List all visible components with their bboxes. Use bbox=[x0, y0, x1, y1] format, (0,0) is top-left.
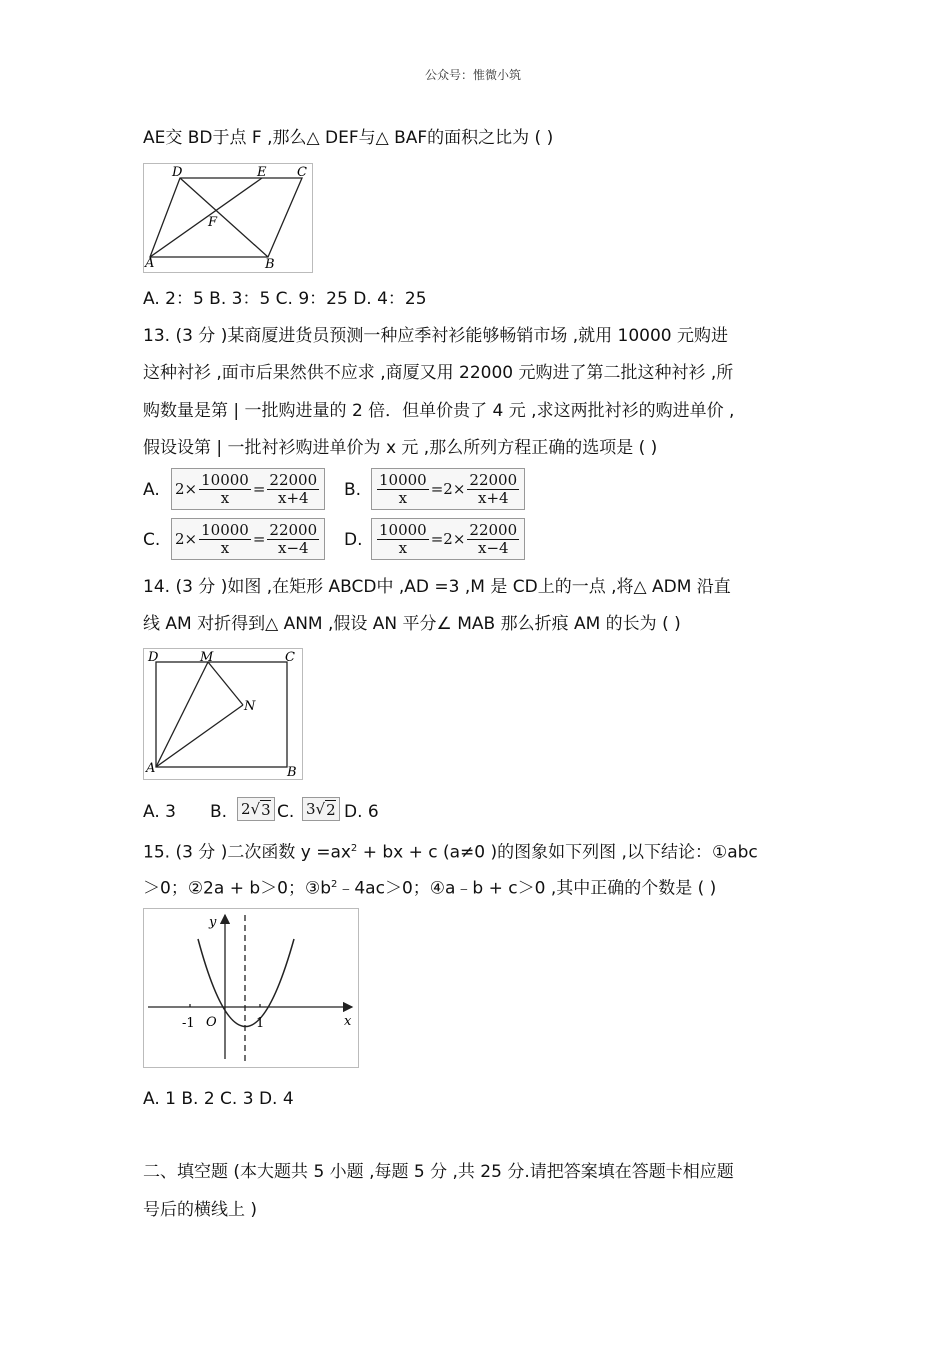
q12-stem: AE交 BD于点 F ,那么△ DEF与△ BAF的面积之比为 ( ) bbox=[143, 128, 554, 148]
q14-option-c-radical: 3 √ 2 bbox=[302, 797, 340, 821]
label-minus-one: -1 bbox=[182, 1016, 195, 1031]
q15-line-1: 15. (3 分 )二次函数 $y =ax^2$ + bx + c (a≠0 )的图象如下列图 ,以下结论：①abc bbox=[143, 842, 758, 863]
q12-options: A. 2：5 B. 3：5 C. 9：25 D. 4：25 bbox=[143, 289, 427, 309]
parabola bbox=[198, 939, 294, 1027]
label-m: M bbox=[200, 650, 214, 665]
q13-line-4: 假设设第 | 一批衬衫购进单价为 x 元 ,那么所列方程正确的选项是 ( ) bbox=[143, 438, 658, 458]
q13-option-d-label: D. bbox=[344, 530, 363, 550]
page-header: 公众号：惟微小筑 bbox=[425, 68, 522, 82]
label-a: A bbox=[145, 256, 155, 271]
q14-rectangle-figure bbox=[143, 648, 303, 780]
q13-option-c-label: C. bbox=[143, 530, 161, 550]
q14-option-b-label: B. bbox=[210, 802, 228, 822]
segment-am bbox=[156, 662, 208, 767]
q13-option-a-equation: 2 × $\frac{10000}{x}$ = $\frac{22000}{x+4}$ bbox=[171, 468, 325, 510]
segment-mn bbox=[208, 662, 243, 705]
label-e: E bbox=[257, 165, 267, 180]
q15-options: A. 1 B. 2 C. 3 D. 4 bbox=[143, 1089, 294, 1109]
label-d: D bbox=[148, 650, 159, 665]
q13-option-d-equation: $\frac{10000}{x}$ =2 × $\frac{22000}{x-4}$ bbox=[371, 518, 525, 560]
segment-an bbox=[156, 705, 243, 767]
parallelogram-abcd bbox=[150, 178, 302, 257]
q13-line-3: 购数量是第 | 一批购进量的 2 倍．但单价贵了 4 元 ,求这两批衬衫的购进单价 , bbox=[143, 401, 735, 421]
q14-option-b-radical: 2 √ 3 bbox=[237, 797, 275, 821]
label-o: O bbox=[206, 1015, 217, 1030]
q14-line-1: 14. (3 分 )如图 ,在矩形 ABCD中 ,AD =3 ,M 是 CD上的一点 ,将△ ADM 沿直 bbox=[143, 577, 731, 597]
q13-option-b-label: B. bbox=[344, 480, 362, 500]
label-b: B bbox=[287, 765, 297, 779]
label-x: x bbox=[344, 1014, 352, 1029]
label-c: C bbox=[285, 650, 295, 665]
q13-option-b-equation: $\frac{10000}{x}$ =2 × $\frac{22000}{x+4}$ bbox=[371, 468, 525, 510]
label-a: A bbox=[146, 761, 156, 776]
label-y: y bbox=[209, 915, 217, 930]
q14-option-d: D. 6 bbox=[344, 802, 379, 822]
label-c: C bbox=[297, 165, 307, 180]
q12-parallelogram-figure bbox=[143, 163, 313, 273]
label-d: D bbox=[172, 165, 183, 180]
q13-option-a-label: A. bbox=[143, 480, 160, 500]
q15-line-2: ＞0；②2a + b＞0；$③b^2﹣4ac>0$；④a﹣b + c＞0 ,其中正确的个数是 ( ) bbox=[143, 878, 717, 899]
q13-option-c-equation: 2 × $\frac{10000}{x}$ = $\frac{22000}{x-4}$ bbox=[171, 518, 325, 560]
label-n: N bbox=[244, 699, 256, 714]
q14-option-a: A. 3 bbox=[143, 802, 176, 822]
q14-line-2: 线 AM 对折得到△ ANM ,假设 AN 平分∠ MAB 那么折痕 AM 的长为 ( ) bbox=[143, 614, 681, 634]
label-f: F bbox=[208, 215, 218, 230]
label-b: B bbox=[265, 257, 275, 272]
section2-heading-line-1: 二、填空题 (本大题共 5 小题 ,每题 5 分 ,共 25 分.请把答案填在答题卡相应题 bbox=[143, 1162, 734, 1182]
segment-ae bbox=[150, 178, 262, 257]
q13-line-2: 这种衬衫 ,面市后果然供不应求 ,商厦又用 22000 元购进了第二批这种衬衫 ,所 bbox=[143, 363, 734, 383]
label-one: 1 bbox=[256, 1016, 265, 1031]
segment-bd bbox=[180, 178, 268, 257]
q13-line-1: 13. (3 分 )某商厦进货员预测一种应季衬衫能够畅销市场 ,就用 10000 元购进 bbox=[143, 326, 729, 346]
q15-parabola-figure bbox=[143, 908, 359, 1068]
section2-heading-line-2: 号后的横线上 ) bbox=[143, 1200, 258, 1220]
q14-option-c-label: C. bbox=[277, 802, 295, 822]
